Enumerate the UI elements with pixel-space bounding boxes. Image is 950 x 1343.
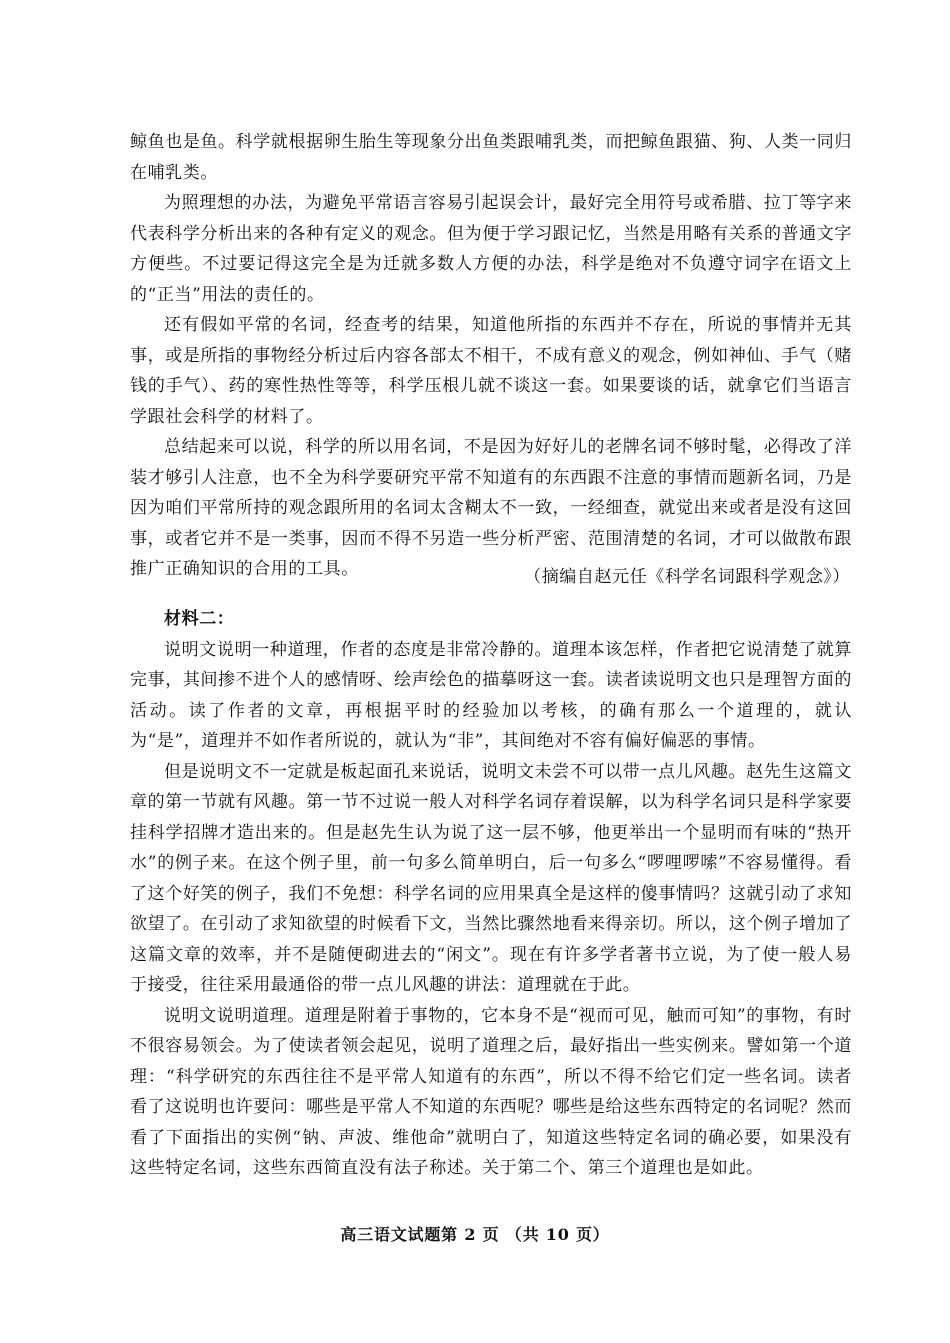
- material-one-paragraph: 为照理想的办法，为避免平常语言容易引起误会计，最好完全用符号或希腊、拉丁等字来代表科学分析出来的各种有定义的观念。但为便于学习跟记忆，当然是用略有关系的普通文字方便些。不过要记得这完全是为迁就多数人方便的办法，科学是绝对不负遵守词字在语文上的“正当”用法的责任的。: [130, 193, 852, 305]
- material-two-heading: 材料二：: [164, 609, 235, 629]
- material-one-source-citation: （摘编自赵元任《科学名词跟科学观念》）: [524, 567, 850, 587]
- material-one-paragraph: 还有假如平常的名词，经查考的结果，知道他所指的东西并不存在，所说的事情并无其事，或是所指的事物经分析过后内容各部太不相干，不成有意义的观念，例如神仙、手气（赌钱的手气）、药的寒性热性等等，科学压根儿就不谈这一套。如果要谈的话，就拿它们当语言学跟社会科学的材料了。: [130, 315, 852, 427]
- material-two-paragraph: 说明文说明一种道理，作者的态度是非常冷静的。道理本该怎样，作者把它说清楚了就算完事，其间掺不进个人的感情呀、绘声绘色的描摹呀这一套。读者读说明文也只是理智方面的活动。读了作者的文章，再根据平时的经验加以考核，的确有那么一个道理的，就认为“是”，道理并不如作者所说的，就认为“非”，其间绝对不容有偏好偏恶的事情。: [130, 639, 852, 751]
- material-one-section: [130, 127, 852, 585]
- material-two-paragraph: 但是说明文不一定就是板起面孔来说话，说明文未尝不可以带一点儿风趣。赵先生这篇文章的第一节就有风趣。第一节不过说一般人对科学名词存着误解，以为科学名词只是科学家要挂科学招牌才造出来的。但是赵先生认为说了这一层不够，他更举出一个显明而有味的“热开水”的例子来。在这个例子里，前一句多么简单明白，后一句多么“啰哩啰嗦”不容易懂得。看了这个好笑的例子，我们不免想：科学名词的应用果真全是这样的傻事情吗？这就引动了求知欲望了。在引动了求知欲望的时候看下文，当然比骤然地看来得亲切。所以，这个例子增加了这篇文章的效率，并不是随便砌进去的“闲文”。现在有许多学者著书立说，为了使一般人易于接受，往往采用最通俗的带一点儿风趣的讲法：道理就在于此。: [130, 761, 852, 995]
- material-two-section: [130, 604, 852, 1184]
- material-one-paragraph-continued: 鲸鱼也是鱼。科学就根据卵生胎生等现象分出鱼类跟哺乳类，而把鲸鱼跟猫、狗、人类一同归在哺乳类。: [130, 132, 852, 183]
- material-one-paragraph: 总结起来可以说，科学的所以用名词，不是因为好好儿的老牌名词不够时髦，必得改了洋装才够引人注意，也不全为科学要研究平常不知道有的东西跟不注意的事情而题新名词，乃是因为咱们平常所持的观念跟所用的名词太含糊太不一致，一经细查，就觉出来或者是没有这回事，或者它并不是一类事，因而不得不另造一些分析严密、范围清楚的名词，才可以做散布跟推广正确知识的合用的工具。: [130, 437, 852, 579]
- page-footer: 高三语文试题第 2 页 （共 10 页）: [340, 1225, 610, 1244]
- material-two-paragraph: 说明文说明道理。道理是附着于事物的，它本身不是“视而可见，触而可知”的事物，有时不很容易领会。为了使读者领会起见，说明了道理之后，最好指出一些实例来。譬如第一个道理：“科学研究的东西往往不是平常人知道有的东西”，所以不得不给它们定一些名词。读者看了这说明也许要问：哪些是平常人不知道的东西呢？哪些是给这些东西特定的名词呢？然而看了下面指出的实例“钠、声波、维他命”就明白了，知道这些特定名词的确必要，如果没有这些特定名词，这些东西简直没有法子称述。关于第二个、第三个道理也是如此。: [130, 1005, 852, 1178]
